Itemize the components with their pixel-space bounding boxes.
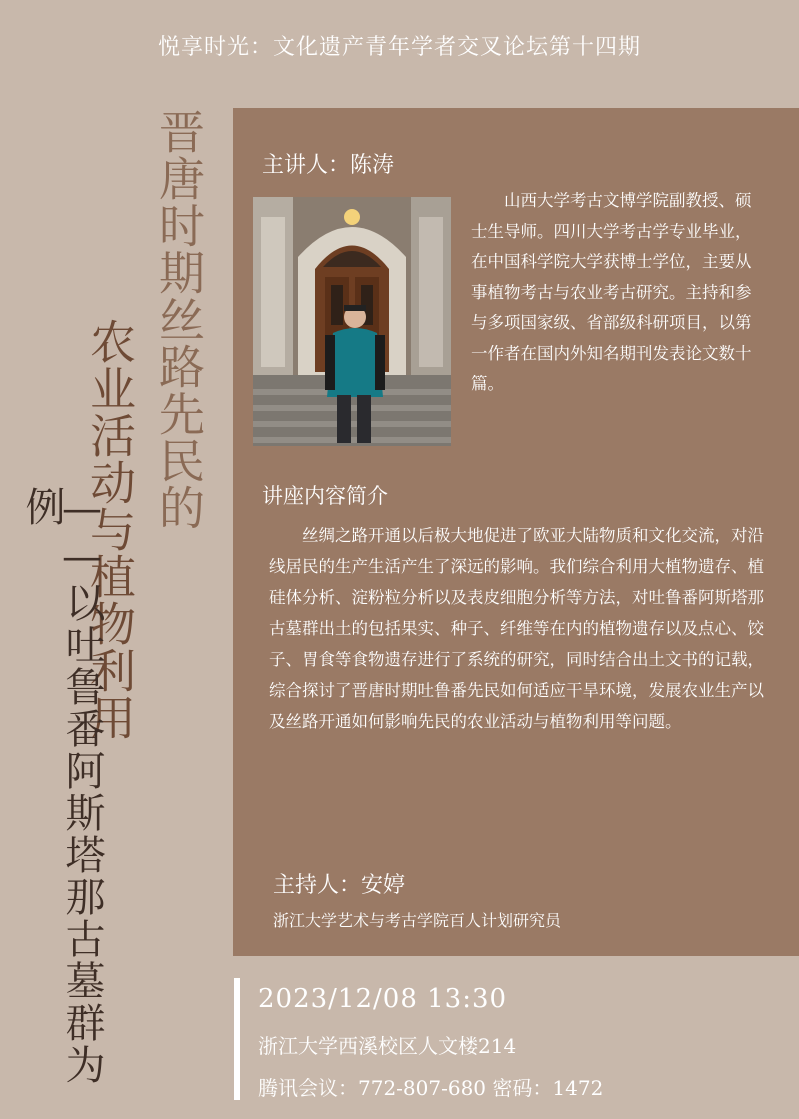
lecture-title-line-2: 农业活动与植物利用 bbox=[83, 318, 137, 741]
speaker-photo bbox=[253, 197, 451, 446]
speaker-heading: 主讲人：陈涛 bbox=[262, 153, 395, 178]
lecture-subtitle: ——以吐鲁番阿斯塔那古墓群为例 bbox=[19, 486, 105, 1086]
host-heading: 主持人：安婷 bbox=[273, 873, 406, 898]
event-venue: 浙江大学西溪校区人文楼214 bbox=[258, 1034, 517, 1058]
event-datetime: 2023/12/08 13:30 bbox=[258, 984, 508, 1014]
lecture-title-line-1: 晋唐时期丝路先民的 bbox=[152, 108, 206, 531]
intro-text: 丝绸之路开通以后极大地促进了欧亚大陆物质和文化交流，对沿线居民的生产生活产生了深远的影响。我们综合利用大植物遗存、植硅体分析、淀粉粒分析以及表皮细胞分析等方法，对吐鲁番阿斯塔那古墓群出土的包括果实、种子、纤维等在内的植物遗存以及点心、饺子、胃食等食物遗存进行了系统的研究，同时结合出土文书的记载，综合探讨了晋唐时期吐鲁番先民如何适应干旱环境，发展农业生产以及丝路开通如何影响先民的农业活动与植物利用等问题。 bbox=[269, 526, 764, 731]
event-meeting-info: 腾讯会议：772-807-680 密码：1472 bbox=[258, 1076, 604, 1100]
speaker-bio: 山西大学考古文博学院副教授、硕士生导师。四川大学考古学专业毕业，在中国科学院大学获博士学位，主要从事植物考古与农业考古研究。主持和参与多项国家级、省部级科研项目，以第一作者在国内外知名期刊发表论文数十篇。 bbox=[471, 191, 752, 393]
intro-heading: 讲座内容简介 bbox=[262, 484, 388, 508]
host-description: 浙江大学艺术与考古学院百人计划研究员 bbox=[273, 911, 562, 930]
content-panel bbox=[233, 108, 799, 956]
event-series-title: 悦享时光：文化遗产青年学者交叉论坛第十四期 bbox=[157, 35, 641, 60]
info-accent-bar bbox=[234, 978, 240, 1100]
